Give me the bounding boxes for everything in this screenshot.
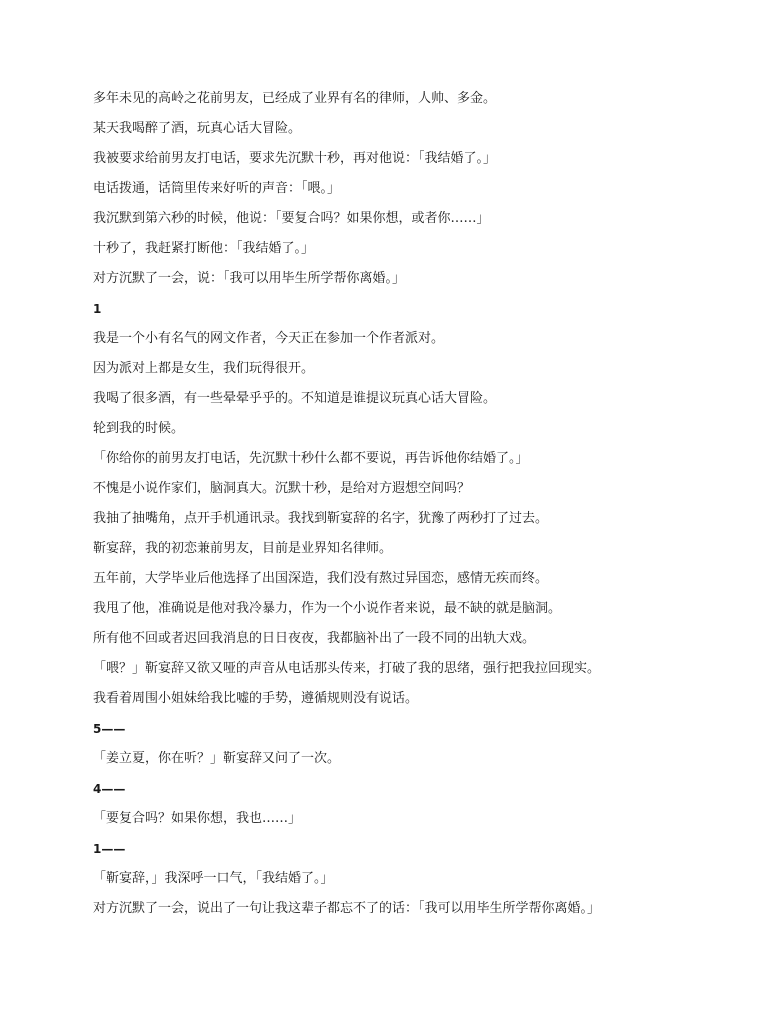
paragraph: 我被要求给前男友打电话，要求先沉默十秒，再对他说：「我结婚了。」 <box>93 151 497 166</box>
paragraph: 我是一个小有名气的网文作者，今天正在参加一个作者派对。 <box>93 331 445 346</box>
paragraph: 因为派对上都是女生，我们玩得很开。 <box>93 361 315 376</box>
paragraph: 轮到我的时候。 <box>93 421 185 436</box>
countdown-marker: 5—— <box>93 722 126 736</box>
countdown-marker: 4—— <box>93 782 126 796</box>
paragraph: 「靳宴辞，」我深呼一口气，「我结婚了。」 <box>93 871 334 886</box>
paragraph: 五年前，大学毕业后他选择了出国深造，我们没有熬过异国恋，感情无疾而终。 <box>93 571 549 586</box>
paragraph: 所有他不回或者迟回我消息的日日夜夜，我都脑补出了一段不同的出轨大戏。 <box>93 631 536 646</box>
paragraph: 对方沉默了一会，说出了一句让我这辈子都忘不了的话：「我可以用毕生所学帮你离婚。」 <box>93 901 601 916</box>
paragraph: 我沉默到第六秒的时候，他说：「要复合吗？如果你想，或者你……」 <box>93 211 490 226</box>
paragraph: 「你给你的前男友打电话，先沉默十秒什么都不要说，再告诉他你结婚了。」 <box>93 451 529 466</box>
paragraph: 我抽了抽嘴角，点开手机通讯录。我找到靳宴辞的名字，犹豫了两秒打了过去。 <box>93 511 549 526</box>
paragraph: 不愧是小说作家们，脑洞真大。沉默十秒，是给对方遐想空间吗？ <box>93 481 471 496</box>
paragraph: 我甩了他，准确说是他对我冷暴力，作为一个小说作者来说，最不缺的就是脑洞。 <box>93 601 562 616</box>
paragraph: 对方沉默了一会，说：「我可以用毕生所学帮你离婚。」 <box>93 271 406 286</box>
chapter-number: 1 <box>93 302 102 316</box>
paragraph: 「姜立夏，你在听？」靳宴辞又问了一次。 <box>93 751 341 766</box>
paragraph: 「喂？」靳宴辞又欲又哑的声音从电话那头传来，打破了我的思绪，强行把我拉回现实。 <box>93 661 601 676</box>
countdown-marker: 1—— <box>93 842 126 856</box>
paragraph: 某天我喝醉了酒，玩真心话大冒险。 <box>93 121 302 136</box>
paragraph: 多年未见的高岭之花前男友，已经成了业界有名的律师，人帅、多金。 <box>93 91 497 106</box>
paragraph: 十秒了，我赶紧打断他：「我结婚了。」 <box>93 241 315 256</box>
paragraph: 我看着周围小姐妹给我比嘘的手势，遵循规则没有说话。 <box>93 691 419 706</box>
paragraph: 电话拨通，话筒里传来好听的声音：「喂。」 <box>93 181 341 196</box>
paragraph: 靳宴辞，我的初恋兼前男友，目前是业界知名律师。 <box>93 541 393 556</box>
document-body <box>93 84 733 924</box>
paragraph: 我喝了很多酒，有一些晕晕乎乎的。不知道是谁提议玩真心话大冒险。 <box>93 391 497 406</box>
paragraph: 「要复合吗？如果你想，我也……」 <box>93 811 302 826</box>
